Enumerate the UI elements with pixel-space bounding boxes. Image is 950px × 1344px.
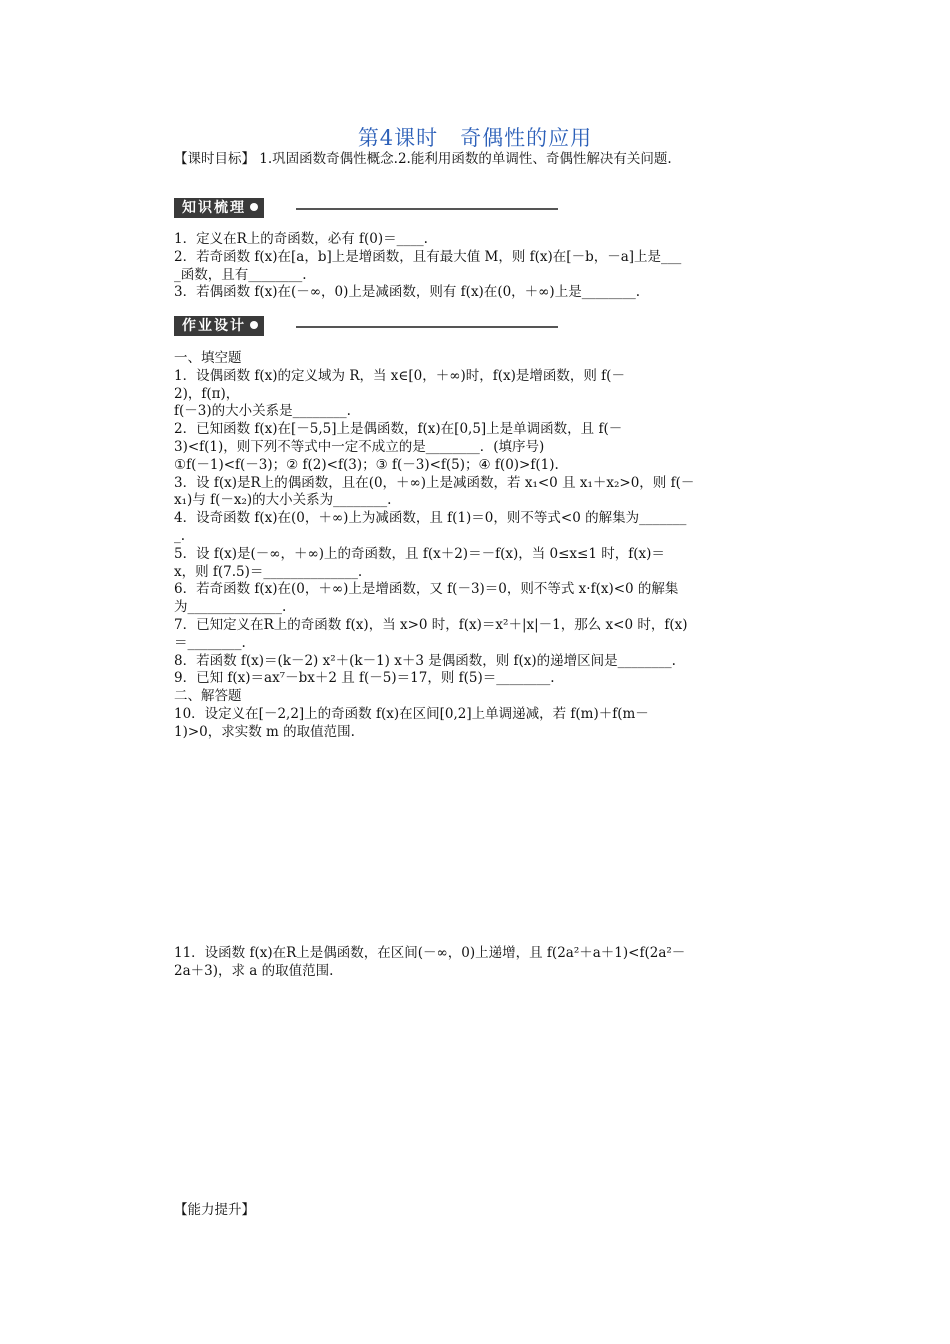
homework-line: 为______________. <box>174 599 287 616</box>
question-11-line: 2a＋3)，求 a 的取值范围. <box>174 962 334 979</box>
homework-line: f(－3)的大小关系是________. <box>174 403 351 420</box>
knowledge-line: 2．若奇函数 f(x)在[a，b]上是增函数，且有最大值 M，则 f(x)在[－b，－a]上是___ <box>174 248 682 265</box>
homework-line: ①f(－1)<f(－3)；② f(2)<f(3)；③ f(－3)<f(5)；④ f(0)>f(1). <box>174 456 559 473</box>
homework-line: 2．已知函数 f(x)在[－5,5]上是偶函数，f(x)在[0,5]上是单调函数，且 f(－ <box>174 421 623 438</box>
homework-line: x，则 f(7.5)＝______________. <box>174 563 363 580</box>
homework-line: 8．若函数 f(x)＝(k－2) x²＋(k－1) x＋3 是偶函数，则 f(x)的递增区间是________. <box>174 652 676 669</box>
homework-line: 2)，f(π)， <box>174 385 240 402</box>
question-11 <box>174 945 806 981</box>
homework-line: 二、解答题 <box>174 688 242 705</box>
homework-line: 1)>0，求实数 m 的取值范围. <box>174 723 355 740</box>
homework-line: 7．已知定义在R上的奇函数 f(x)，当 x>0 时，f(x)＝x²＋|x|－1，那么 x<0 时，f(x) <box>174 616 688 633</box>
knowledge-line: _函数，且有________. <box>174 266 307 283</box>
homework-section-label: 作业设计 <box>182 318 246 334</box>
knowledge-section-header <box>174 198 264 218</box>
homework-line: 3．设 f(x)是R上的偶函数，且在(0，＋∞)上是减函数，若 x₁<0 且 x₁＋x₂>0，则 f(－ <box>174 474 695 491</box>
homework-line: ＝________. <box>174 634 246 651</box>
section-divider <box>296 326 558 328</box>
homework-line: x₁)与 f(－x₂)的大小关系为________. <box>174 492 392 509</box>
knowledge-line: 3．若偶函数 f(x)在(－∞，0)上是减函数，则有 f(x)在(0，＋∞)上是________. <box>174 284 640 301</box>
bullet-dot-icon <box>250 321 258 329</box>
knowledge-line: 1．定义在R上的奇函数，必有 f(0)＝____. <box>174 231 428 247</box>
knowledge-section-label: 知识梳理 <box>182 200 246 216</box>
homework-section-header <box>174 316 264 336</box>
homework-line: 6．若奇函数 f(x)在(0，＋∞)上是增函数，又 f(－3)＝0，则不等式 x·f(x)<0 的解集 <box>174 581 679 598</box>
homework-line: 一、填空题 <box>174 350 242 366</box>
question-11-line: 11．设函数 f(x)在R上是偶函数，在区间(－∞，0)上递增，且 f(2a²＋a＋1)<f(2a²－ <box>174 945 686 961</box>
section-divider <box>296 208 558 210</box>
bullet-dot-icon <box>250 203 258 211</box>
lesson-goal: 【课时目标】 1.巩固函数奇偶性概念.2.能利用函数的单调性、奇偶性解决有关问题. <box>174 151 672 167</box>
knowledge-content <box>174 231 806 302</box>
homework-line: 4．设奇函数 f(x)在(0，＋∞)上为减函数，且 f(1)＝0，则不等式<0 的解集为_______ <box>174 510 687 527</box>
homework-content <box>174 350 806 742</box>
page-title: 第4课时 奇偶性的应用 <box>357 126 593 150</box>
homework-line: 1．设偶函数 f(x)的定义域为 R，当 x∈[0，＋∞)时，f(x)是增函数，则 f(－ <box>174 367 625 384</box>
homework-line: 9．已知 f(x)＝ax⁷－bx＋2 且 f(－5)＝17，则 f(5)＝________. <box>174 670 555 687</box>
homework-line: 3)<f(1)，则下列不等式中一定不成立的是________．(填序号) <box>174 438 545 455</box>
homework-line: _. <box>174 527 186 544</box>
homework-line: 5．设 f(x)是(－∞，＋∞)上的奇函数，且 f(x＋2)＝－f(x)，当 0≤x≤1 时，f(x)＝ <box>174 545 665 562</box>
ability-heading: 【能力提升】 <box>174 1202 255 1218</box>
homework-line: 10．设定义在[－2,2]上的奇函数 f(x)在区间[0,2]上单调递减，若 f(m)＋f(m－ <box>174 705 649 722</box>
